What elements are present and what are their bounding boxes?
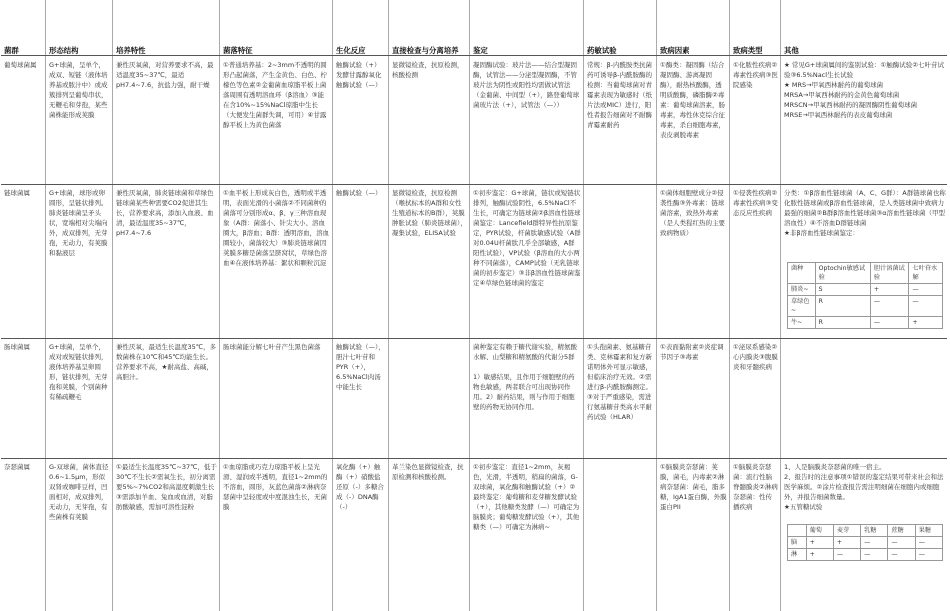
table-cell: —: [870, 296, 909, 317]
column-divider: [219, 0, 220, 611]
table-header: 乳糖: [861, 525, 888, 537]
header-disease: 致病类型: [733, 46, 763, 55]
table-cell: +: [806, 549, 833, 561]
other-line: MRSE→甲氧西林耐药的表皮葡萄球菌: [784, 111, 893, 119]
row-divider: [1, 338, 947, 339]
row2-name: 链球菌属: [4, 189, 30, 197]
column-divider: [656, 0, 657, 611]
row4-name: 奈瑟菌属: [4, 463, 30, 471]
table-cell: —: [915, 549, 942, 561]
header-morphology: 形态结构: [49, 46, 79, 55]
row1-ident: 凝固酶试验：玻片法——结合型凝固酶，试管法——分泌型凝固酶，不管玻片法为阴性或阳性均需做试管法（金葡菌、中间型（+），路登葡萄球菌玻片法（+），试管法（—））: [473, 61, 580, 109]
other-line: MRSCN→甲氧西林耐药的凝固酶阴性葡萄球菌: [784, 101, 918, 109]
row2-biochem: 触酶试验（—）: [336, 189, 382, 197]
header-virulence: 致病因素: [660, 46, 690, 55]
table-cell: S: [815, 284, 870, 296]
row3-type: ①泌尿系感染②心内膜炎③腹膜炎和牙髓疾病: [733, 343, 778, 371]
other-line: 2、报告时的注意事项①错误的鉴定结果可带来社会和法医学麻烦。②涂片检查报告需注明细菌在细胞内或细胞外，并报告细菌数量。: [784, 473, 944, 501]
table-header: 菌种: [788, 263, 816, 284]
table-cell: 肺炎~: [788, 284, 816, 296]
table-cell: —: [915, 537, 942, 549]
header-colony: 菌落特征: [223, 46, 253, 55]
other-line: MRSA→甲氧西林耐药的金黄色葡萄球菌: [784, 91, 900, 99]
row1-colony: ①普通培养基：2~3mm不透明的圆形凸起菌落，产生金黄色、白色、柠檬色等色素②金葡菌血琼脂平板上菌落周围有透明溶血环（β溶血）③能在含10%~15%NaCl琼脂中生长（大便发生菌群失调，可用）④甘露醇平板上为黄色菌落: [223, 61, 327, 129]
table-cell: —: [888, 549, 915, 561]
header-direct: 直接检查与分离培养: [392, 46, 459, 55]
row4-type: ①脑膜炎奈瑟菌：流行性脑脊髓膜炎②淋病奈瑟菌：性传播疾病: [733, 463, 778, 511]
row4-biochem: 氧化酶（+）触酶（+）硝酸盐还原（-）多糖合成（-）DNA酶（-）: [336, 463, 384, 511]
table-row: [788, 284, 943, 296]
row3-culture: 兼性厌氧，最适生长温度35℃，多数菌株在10℃和45℃均能生长。营养要求不高，★耐高盐、高碱，高胆汁。: [116, 343, 217, 381]
table-cell: —: [861, 537, 888, 549]
other-line: ★ MRS→甲氧西林耐药的葡萄球菌: [784, 81, 884, 89]
row2-colony: ①血平板上形成灰白色，透明或半透明，表面光滑的小菌落②不同菌种的菌落可分别形成α、β、γ三种溶血现象（A群：菌落小、针尖大小、溶血圈大，β溶血；B群：透明溶血，溶血圈较小，菌落较大）③肺炎链球菌因荚膜多糖是菌落呈脐窝状，草绿色溶血④在液体培养基：絮状和颗粒沉淀: [223, 189, 330, 267]
table-cell: +: [806, 537, 833, 549]
header-culture: 培养特性: [116, 46, 146, 55]
row2-ident: ①初步鉴定：G+球菌，链状或短链状排列，触酶试验阴性，6.5%NaCl不生长，可确定为链球菌②β溶血性链球菌鉴定：Lancefield群特异性抗原鉴定，PYR试验，杆菌肽敏感试验（A群对0.04U杆菌肽几乎全部敏感，A群阳性试验），VP试验（β溶血的大小两种不同菌落），CAMP试验（无乳链球菌的初步鉴定）③非β溶血性链球菌鉴定④草绿色链球菌的鉴定: [473, 189, 581, 287]
table-row: [788, 263, 943, 284]
row2-direct: 显微镜检查，抗原检测（喉拭标本的A群和女性生殖道标本的B群），荚膜肿胀试验（肺炎链球菌），凝集试验，ELISA试验: [392, 189, 467, 237]
header-group: 菌群: [4, 46, 19, 55]
row1-biochem: 触酶试验（+）发酵甘露醇氧化触酶试验（—）: [336, 61, 382, 89]
table-header: 果糖: [915, 525, 942, 537]
table-header: 葡萄: [806, 525, 833, 537]
table-row: [788, 317, 943, 329]
table-cell: —: [833, 549, 860, 561]
table-cell: —: [888, 537, 915, 549]
row1-ast: 常规：β-内酰胺类抗菌药可诱导β-内酰胺酶的检测：当葡萄球菌对青霉素表现为敏感时（纸片法或MIC）进行，阳性者报告细菌对不耐酶青霉素耐药: [587, 61, 652, 129]
row3-colony: 肠球菌能分解七叶苷产生黑色菌落: [223, 343, 321, 351]
row2-culture: 兼性厌氧菌，肺炎链球菌和草绿色链球菌某些种需要CO2促进其生长，营养要求高，添加入血液、血清，最适温度35~37℃，pH7.4~7.6: [116, 189, 214, 237]
row2-other: [784, 188, 946, 248]
table-cell: —: [870, 317, 909, 329]
row3-morph: G+球菌，呈单个，成对或短链状排列，液体培养基呈卵圆形，链状排列，无芽孢和荚膜，个别菌种有稀疏鞭毛: [49, 343, 108, 401]
header-biochem: 生化反应: [336, 46, 366, 55]
table-cell: 草绿色~: [788, 296, 816, 317]
table-header: [788, 525, 807, 537]
column-divider: [388, 0, 389, 611]
sugar-test-table: [787, 524, 943, 561]
row1-direct: 显微镜检查，抗原检测，核酸检测: [392, 61, 464, 79]
table-cell: R: [815, 296, 870, 317]
table-cell: 脑: [788, 537, 807, 549]
table-row: [788, 296, 943, 317]
row-divider: [1, 184, 947, 185]
row-divider: [1, 458, 947, 459]
row4-morph: G-双球菌，菌体直径0.6~1.5μm，形似双肾或咖啡豆样，凹面相对，成双排列，无动力，无芽孢，有些菌株有荚膜: [49, 463, 109, 521]
header-other: 其他: [784, 46, 799, 55]
header-identify: 鉴定: [473, 46, 488, 55]
table-cell: +: [833, 537, 860, 549]
column-divider: [469, 0, 470, 611]
other-line: ★五管糖试验: [784, 503, 823, 511]
table-row: [788, 549, 943, 561]
other-line: ★非β溶血性链球菌鉴定：: [784, 229, 859, 237]
row4-culture: ①最适生长温度35℃~37℃，低于30℃不生长②需氧生长，初分离需要5%~7%CO2和高湿度刺激生长③需添加羊血、兔血或血清，对脂肪酸敏感，需加可溶性淀粉: [116, 463, 217, 511]
column-divider: [780, 0, 781, 611]
column-divider: [45, 0, 46, 611]
table-cell: —: [909, 284, 943, 296]
table-header: 蔗糖: [888, 525, 915, 537]
table-cell: R: [815, 317, 870, 329]
row3-virulence: ①表面黏附素②炎症调节因子③毒素: [660, 343, 724, 361]
column-divider: [112, 0, 113, 611]
row3-name: 肠球菌属: [4, 343, 30, 351]
table-row: [788, 537, 943, 549]
row2-virulence: ①菌体细胞壁成分②侵袭性酶③外毒素：链球菌溶素，致热外毒素（是人类猩红热的主要致病物质）: [660, 189, 725, 237]
table-cell: —: [861, 549, 888, 561]
table-row: [788, 525, 943, 537]
table-cell: +: [870, 284, 909, 296]
other-line: ★ 常见G+球菌属间的鉴别试验：①触酶试验②七叶苷试验③6.5%Nacl生长试验: [784, 61, 945, 79]
table-header: 麦芽: [833, 525, 860, 537]
row1-culture: 兼性厌氧菌，对营养要求不高，最适温度35~37℃，最适pH7.4~7.6，抗盐力强，耐干燥: [116, 61, 214, 89]
row3-ident: 菌种鉴定有赖于糖代谢实验，精氨酸水解、山梨糖和精氨酸的代谢分5群 1）敏感结果，且作用于细胞壁的药物也敏感，两者联合可出现协同作用。2）耐药结果，则与作用于细胞壁的药物无协同作用。: [473, 343, 577, 411]
row4-virulence: ①脑膜炎奈瑟菌：荚膜，菌毛，内毒素②淋病奈瑟菌：菌毛，脂多糖，IgA1蛋白酶，外膜蛋白PII: [660, 463, 727, 511]
table-cell: 淋: [788, 549, 807, 561]
row3-biochem: 触酶试验（—），胆汁七叶苷和PYR（+），6.5%NaCl肉汤中能生长: [336, 343, 385, 391]
row1-virulence: ①酶类：凝固酶（结合凝固酶、游离凝固酶），耐热核酸酶，透明质酸酶，磷脂酶②毒素：葡萄球菌溶素，肠毒素，毒性休克综合征毒素，杀白细胞毒素，表皮剥脱毒素: [660, 61, 725, 139]
row1-name: 葡萄球菌属: [4, 61, 37, 69]
row3-ast: ①头孢菌素、氨基糖苷类、克林霉素和复方新诺明体外可显示敏感，但临床治疗无效。②需进行β-内酰胺酶测定。③对于严重感染，需进行氨基糖苷类高水平耐药试验（HLAR）: [587, 343, 652, 421]
row1-type: ①化脓性疾病②毒素性疾病③医院感染: [733, 61, 778, 89]
table-header: 七叶苷水解: [909, 263, 943, 284]
column-divider: [332, 0, 333, 611]
row4-ident: ①初步鉴定：直径1~2mm，灰褐色，光滑，半透明，稍扁的菌落，G-双球菌，氧化酶和触酶试验（+）②最终鉴定：葡萄糖和麦芽糖发酵试验（+），其他糖类发酵（—）可确定为脑膜炎；葡萄糖发酵试验（+），其他糖类（—）可确定为淋病~: [473, 463, 580, 531]
row2-type: ①侵袭性疾病②毒素性疾病③变态反应性疾病: [733, 189, 778, 217]
row4-colony: ①血琼脂或巧克力琼脂平板上呈光滑、湿润或半透明，直径1~2mm的不溶血，圆形，灰蓝色菌落②淋病奈瑟菌中呈轻度或中度混浊生长，无菌膜: [223, 463, 328, 511]
other-line: 1、人是脑膜炎奈瑟菌的唯一宿主。: [784, 463, 886, 471]
column-divider: [729, 0, 730, 611]
column-divider: [583, 0, 584, 611]
table-header: Optochin敏感试验: [815, 263, 870, 284]
table-cell: —: [909, 296, 943, 317]
table-header: 胆汁溶菌试验: [870, 263, 909, 284]
other-line: 分类：①β溶血性链球菌（A、C、G群）：A群链球菌也称化脓性链球菌或β溶血性链球菌，是人类链球菌中致病力最强的细菌②B群β溶血性链球菌③α溶血性链球菌（甲型溶血性）④不溶血D群链球菌: [784, 189, 946, 227]
table-cell: 牛~: [788, 317, 816, 329]
row1-other: [784, 60, 946, 180]
strep-ident-table: [787, 262, 943, 329]
row4-other: [784, 462, 946, 522]
row1-morph: G+球菌，呈单个，成双、短链（液体培养基或脓汁中）或成簇排列呈葡萄串状，无鞭毛和芽孢，某些菌株能形成荚膜: [49, 61, 108, 119]
row2-morph: G+球菌，球形或卵圆形，呈链状排列。肺炎链球菌呈矛头状，宽端相对尖端向外，成双排列，无芽孢，无动力，有荚膜和黏液层: [49, 189, 108, 257]
table-cell: +: [909, 317, 943, 329]
header-ast: 药敏试验: [587, 46, 617, 55]
row4-direct: 革兰染色显微镜检查，抗原检测和核酸检测。: [392, 463, 464, 481]
